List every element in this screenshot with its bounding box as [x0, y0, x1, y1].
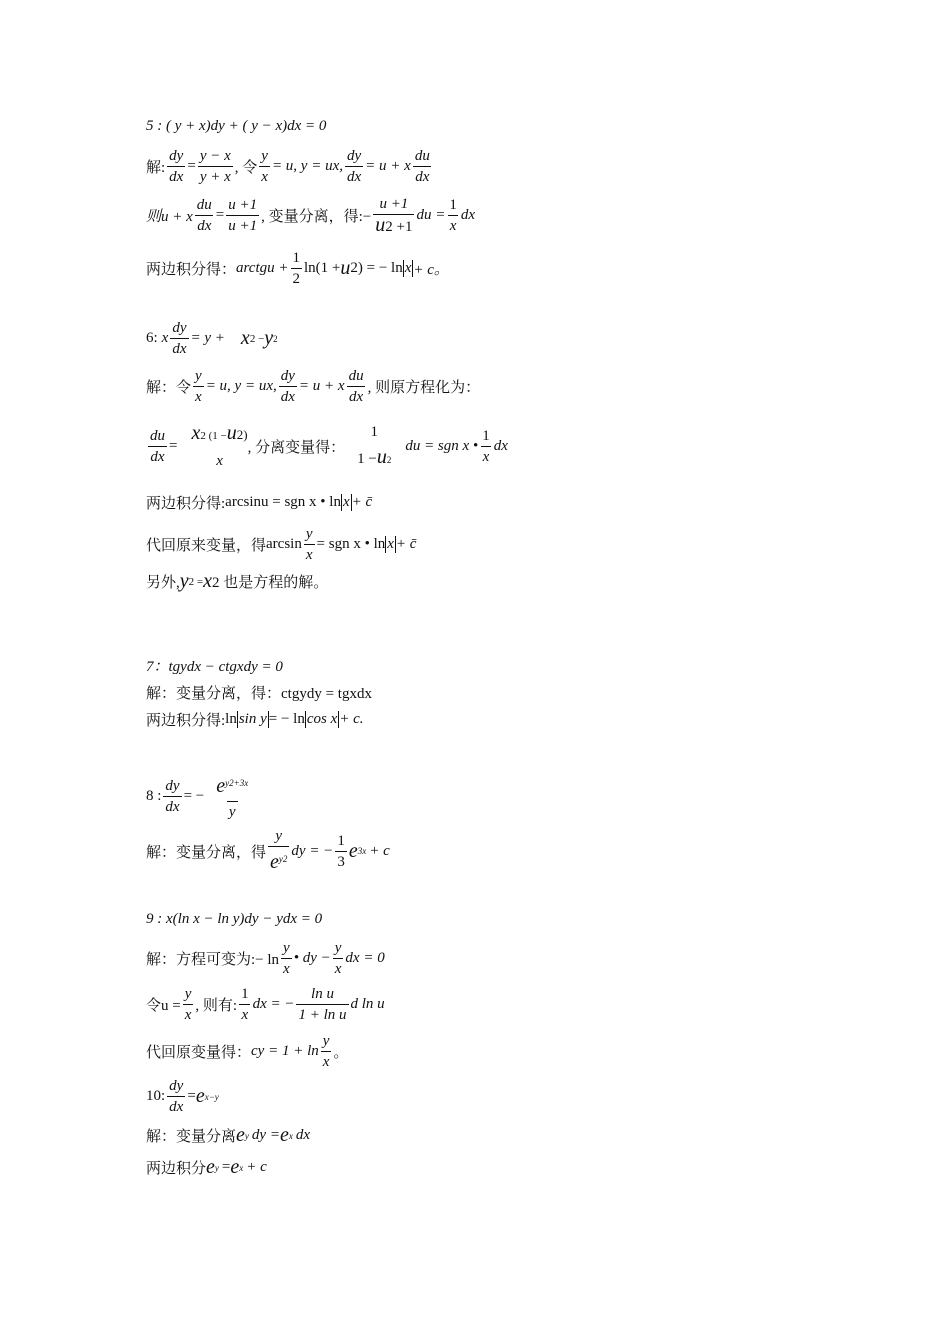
fraction	[357, 420, 391, 473]
variable: y	[179, 570, 189, 592]
variable: e	[230, 1156, 240, 1178]
fraction	[335, 831, 347, 872]
variable: u	[376, 446, 387, 468]
numerator: dy	[165, 777, 180, 794]
text: 2)	[236, 427, 248, 442]
numerator: 1	[292, 250, 300, 266]
variable: u	[375, 214, 386, 236]
variable: u	[226, 422, 237, 444]
label: 代回原变量得：	[146, 1045, 252, 1061]
numerator: 1	[241, 986, 249, 1002]
variable: e	[195, 1085, 205, 1107]
text: , 令	[234, 160, 258, 176]
denominator	[268, 846, 289, 876]
denominator: dx	[167, 166, 185, 187]
text: du = sgn x •	[405, 438, 479, 454]
text: 2) = − ln	[350, 260, 403, 276]
problem-6-step-1	[146, 366, 480, 407]
text: dx = 0	[345, 950, 385, 966]
fraction	[321, 1031, 332, 1072]
text: 2 +1	[385, 219, 413, 235]
numerator: dy	[347, 148, 362, 164]
text: + c.	[339, 711, 364, 727]
text: = u, y = ux,	[205, 378, 277, 394]
text: • dy −	[293, 950, 331, 966]
text: , 分离变量得：	[247, 440, 346, 456]
label: 解：方程可变为:− ln	[146, 952, 280, 968]
numerator: y	[275, 828, 283, 844]
denominator: x	[304, 544, 315, 565]
text: 则u + x	[146, 209, 193, 225]
equation-text: 7：tgydx − ctgxdy = 0	[146, 659, 283, 675]
variable: x	[161, 330, 169, 346]
equation-text: 5 : ( y + x)dy + ( y − x)dx = 0	[146, 118, 327, 134]
problem-10-step-1	[146, 1124, 310, 1147]
text: 2 −	[249, 332, 265, 345]
numerator: 1	[482, 428, 490, 444]
exponent: y2+3x	[225, 778, 249, 788]
numerator: u +1	[228, 197, 258, 213]
label: 8 :	[146, 787, 162, 804]
fraction	[281, 938, 292, 979]
label: 10:	[146, 1088, 166, 1104]
denominator: 2	[291, 268, 303, 289]
text: 1 −	[357, 451, 377, 467]
exponent: x	[239, 1162, 244, 1173]
variable: x	[240, 327, 250, 349]
fraction	[148, 426, 167, 467]
problem-7-step-2	[146, 709, 364, 730]
problem-10-step-2	[146, 1156, 267, 1179]
text: ln(1 +	[304, 260, 341, 276]
absolute-value: cos x	[306, 711, 338, 727]
exponent: y	[214, 1162, 219, 1173]
numerator: du	[414, 148, 430, 164]
problem-6-heading	[146, 318, 278, 359]
text: 2 =	[188, 575, 204, 588]
denominator: x	[281, 958, 292, 979]
label: 6:	[146, 330, 158, 346]
text: dx	[493, 438, 508, 454]
problem-9-step-1	[146, 938, 385, 979]
denominator: dx	[347, 386, 365, 407]
problem-5-step-1	[146, 146, 434, 187]
variable: e	[206, 1156, 215, 1178]
text: dx	[295, 1127, 310, 1143]
denominator: x	[239, 1004, 250, 1025]
text: = u + x	[365, 158, 411, 174]
fraction	[413, 146, 432, 187]
text: ln	[225, 711, 237, 727]
denominator: dx	[279, 386, 297, 407]
denominator: x	[193, 386, 204, 407]
problem-6-step-5	[146, 570, 328, 593]
text: = sgn x • ln	[316, 536, 386, 552]
denominator: dx	[345, 166, 363, 187]
text: 2 (1 −	[200, 430, 227, 442]
fraction	[296, 984, 348, 1025]
text: dx = −	[252, 996, 295, 1012]
exponent: 3x	[357, 846, 367, 856]
variable: y	[264, 327, 274, 349]
label: 令u =	[146, 998, 181, 1014]
numerator: du	[348, 368, 364, 384]
denominator: dx	[148, 446, 166, 467]
text: , 则原方程化为：	[367, 380, 481, 396]
problem-8-step-1	[146, 826, 390, 876]
fraction	[268, 826, 289, 876]
numerator: dy	[280, 368, 295, 384]
equals: =	[215, 207, 225, 223]
numerator: y − x	[199, 148, 231, 164]
denominator	[373, 214, 414, 237]
denominator: 3	[335, 851, 347, 872]
label: 两边积分	[146, 1161, 207, 1177]
fraction	[195, 195, 214, 236]
text: = −	[183, 787, 205, 804]
text: du =	[416, 207, 446, 223]
variable: e	[348, 839, 358, 862]
numerator: y	[195, 368, 202, 384]
label: 解：变量分离	[146, 1129, 237, 1145]
absolute-value: x	[387, 536, 394, 552]
absolute-value: x	[342, 494, 350, 510]
fraction	[206, 770, 258, 822]
text: + c̄	[351, 494, 373, 510]
numerator: du	[150, 428, 165, 444]
label: 解：变量分离，得	[146, 844, 267, 861]
label: 解:	[146, 160, 166, 176]
absolute-value: x	[404, 260, 412, 276]
variable: e	[270, 851, 279, 873]
equals: =	[187, 1088, 196, 1104]
numerator: 1	[370, 424, 378, 440]
exponent: x	[288, 1130, 293, 1141]
denominator: x	[183, 1004, 194, 1025]
fraction	[480, 426, 492, 467]
text: arctgu +	[236, 260, 289, 276]
text: = y +	[190, 330, 225, 346]
fraction	[447, 195, 459, 236]
exponent: y2	[278, 854, 288, 864]
denominator: x	[259, 166, 270, 187]
numerator: dy	[169, 148, 184, 164]
text: cy = 1 + ln	[251, 1043, 319, 1059]
problem-9-step-2	[146, 984, 385, 1025]
text: dy = −	[291, 842, 334, 859]
problem-9-heading	[146, 911, 322, 928]
problem-7-step-1	[146, 682, 372, 703]
numerator: u +1	[379, 196, 409, 212]
equals: =	[221, 1159, 231, 1175]
numerator	[191, 420, 247, 449]
numerator: 1	[337, 832, 345, 849]
text: arcsin	[266, 536, 302, 552]
denominator: y + x	[198, 166, 233, 187]
label: 另外,	[146, 575, 180, 591]
fraction	[193, 366, 204, 407]
numerator: y	[334, 940, 342, 956]
fraction	[239, 984, 251, 1025]
variable: e	[236, 1124, 245, 1146]
denominator	[357, 444, 391, 473]
problem-8-heading	[146, 770, 260, 822]
text: + c	[246, 1159, 267, 1175]
text: , 变量分离，得:−	[261, 209, 372, 225]
variable: e	[279, 1124, 289, 1146]
fraction	[170, 318, 188, 359]
fraction	[304, 524, 315, 565]
denominator: dx	[163, 796, 181, 817]
exponent: y	[244, 1130, 249, 1141]
equation-text: 9 : x(ln x − ln y)dy − ydx = 0	[146, 911, 323, 927]
numerator: y	[305, 526, 313, 542]
fraction	[291, 248, 303, 289]
problem-6-step-2	[146, 420, 508, 473]
numerator: y	[322, 1033, 330, 1049]
denominator: dx	[170, 338, 188, 359]
denominator: x	[448, 215, 459, 236]
fraction	[226, 195, 259, 236]
text: dx	[460, 207, 476, 223]
variable: e	[216, 775, 226, 797]
denominator: x	[333, 958, 344, 979]
text: 解：变量分离，得：ctgydy = tgxdx	[146, 686, 372, 702]
denominator: y	[227, 801, 238, 822]
fraction	[259, 146, 270, 187]
fraction	[167, 146, 185, 187]
numerator: 1	[449, 197, 457, 213]
numerator: dy	[172, 320, 187, 336]
text: + c	[369, 842, 390, 859]
text: = u, y = ux,	[271, 158, 343, 174]
numerator: dy	[169, 1078, 184, 1094]
denominator: x	[481, 446, 492, 467]
exponent: 2	[386, 455, 392, 465]
text: 2 也是方程的解。	[212, 575, 329, 591]
denominator: dx	[167, 1096, 185, 1117]
problem-6-step-3	[146, 492, 372, 513]
variable: x	[203, 570, 213, 592]
text: + c。	[413, 262, 449, 278]
fraction	[191, 420, 247, 473]
label: 两边积分得:	[146, 713, 226, 729]
text: d ln u	[350, 996, 385, 1012]
denominator: 1 + ln u	[296, 1004, 348, 1025]
denominator: x	[321, 1051, 332, 1072]
numerator: du	[196, 197, 212, 213]
text: = u + x	[298, 378, 345, 394]
fraction	[347, 366, 366, 407]
fraction	[373, 194, 414, 237]
text: arcsinu = sgn x • ln	[225, 494, 341, 510]
label: 两边积分得:	[146, 496, 226, 512]
fraction	[167, 1076, 185, 1117]
problem-5-step-3	[146, 248, 449, 289]
numerator: y	[184, 986, 192, 1002]
fraction	[183, 984, 194, 1025]
numerator: ln u	[311, 986, 334, 1002]
denominator: dx	[195, 215, 213, 236]
variable: u	[340, 257, 351, 279]
text: dy =	[251, 1127, 280, 1143]
problem-6-step-4	[146, 524, 416, 565]
numerator: y	[283, 940, 290, 956]
numerator: y	[261, 148, 268, 164]
variable: x	[191, 422, 201, 444]
problem-10-heading	[146, 1076, 219, 1117]
fraction	[279, 366, 297, 407]
fraction	[333, 938, 344, 979]
text: + c̄	[395, 536, 417, 552]
denominator: dx	[413, 166, 431, 187]
text: 。	[333, 1045, 349, 1061]
exponent: x−y	[204, 1091, 219, 1102]
exponent: 2	[273, 333, 278, 344]
numerator	[206, 770, 258, 801]
label: 代回原来变量，得	[146, 538, 267, 554]
absolute-value: sin y	[238, 711, 267, 727]
problem-9-step-3	[146, 1031, 348, 1072]
denominator: u +1	[226, 215, 259, 236]
fraction	[198, 146, 233, 187]
fraction	[345, 146, 363, 187]
fraction	[163, 776, 181, 817]
equals: =	[169, 438, 178, 454]
text: , 则有:	[195, 998, 238, 1014]
label: 解：令	[146, 380, 192, 396]
equals: =	[187, 158, 196, 174]
text: = − ln	[268, 711, 305, 727]
problem-5-heading	[146, 118, 326, 135]
denominator: x	[216, 453, 223, 469]
problem-5-step-2	[146, 194, 475, 237]
label: 两边积分得：	[146, 262, 237, 278]
problem-7-heading	[146, 655, 283, 676]
